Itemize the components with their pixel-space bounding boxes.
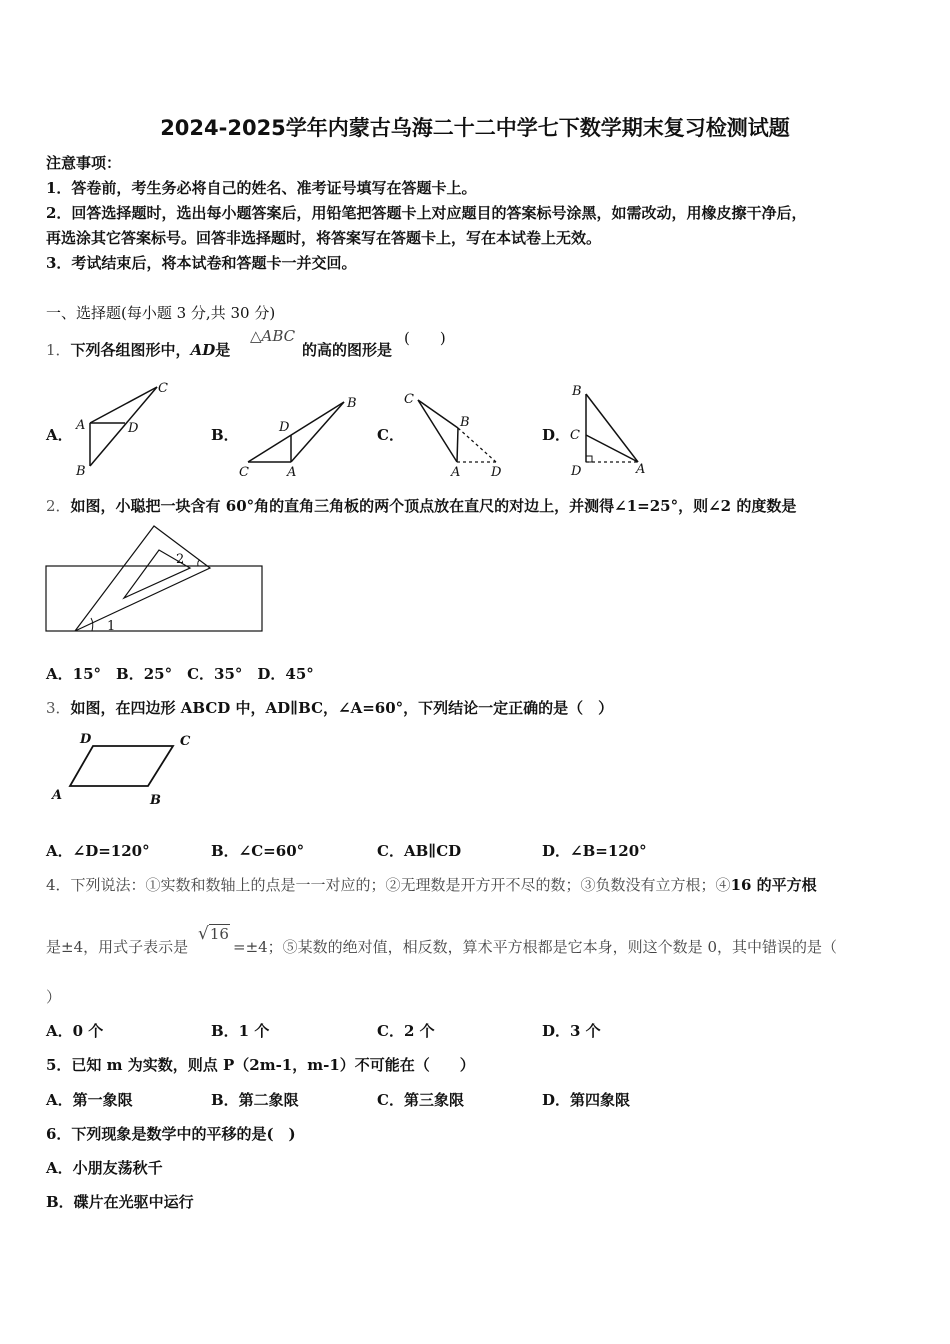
- q1b-line-cb: [248, 402, 344, 462]
- q3-label-b: B: [150, 793, 161, 808]
- q4-line1-b: 16 的平方根: [730, 876, 817, 894]
- q4-line1-a: 下列说法：①实数和数轴上的点是一一对应的；②无理数是开方开不尽的数；③负数没有立方根；④: [70, 876, 731, 894]
- q1a-label-d: D: [128, 421, 139, 436]
- q4-line-1: [46, 874, 817, 895]
- q4-line2-b: =±4；⑤某数的绝对值，相反数，算术平方根都是它本身，则这个数是 0，其中错误的是（: [233, 938, 837, 956]
- q1b-label-a: A: [287, 465, 297, 480]
- q1-text-b: 是: [215, 341, 231, 359]
- q2-label-2: 2: [176, 552, 185, 567]
- notice-item-2: 2．回答选择题时，选出每小题答案后，用铅笔把答题卡上对应题目的答案标号涂黑，如需改动，用橡皮擦干净后，: [46, 204, 807, 222]
- section-heading: 一、选择题(每小题 3 分,共 30 分): [46, 304, 276, 322]
- q1c-label-d: D: [491, 465, 502, 480]
- q3-parallelogram: [70, 746, 173, 786]
- q3-option-d[interactable]: D．∠B=120°: [542, 842, 647, 860]
- q1c-line-ba: [457, 428, 458, 462]
- q1d-line-ba: [586, 394, 638, 462]
- q1-ad: AD: [190, 341, 216, 359]
- q2-angle1-arc: [91, 618, 93, 631]
- q2-label-1: 1: [107, 619, 116, 634]
- q3-option-b[interactable]: B．∠C=60°: [211, 842, 305, 860]
- q5-option-a[interactable]: A．第一象限: [46, 1091, 133, 1109]
- q3-option-c[interactable]: C．AB∥CD: [377, 842, 462, 860]
- q1b-label-c: C: [239, 465, 249, 480]
- notice-item-2-cont: 再选涂其它答案标号。回答非选择题时，将答案写在答题卡上，写在本试卷上无效。: [46, 229, 602, 247]
- q1-option-a[interactable]: A．: [46, 426, 73, 444]
- q1-figure-b: [236, 392, 366, 482]
- q1d-right-angle: [586, 456, 592, 462]
- q2-figure: [44, 522, 266, 634]
- q1b-line-ab: [291, 402, 344, 462]
- sqrt-symbol: √: [198, 924, 209, 944]
- q4-sqrt-value: 16: [209, 925, 229, 943]
- q6-option-a[interactable]: A．小朋友荡秋千: [46, 1159, 163, 1177]
- q1c-line-bd: [458, 428, 496, 462]
- q1-option-d[interactable]: D．: [542, 426, 571, 444]
- q4-option-b[interactable]: B．1 个: [211, 1022, 270, 1040]
- q4-line2-a: 是±4，用式子表示是: [46, 938, 189, 956]
- q2-number: 2．: [46, 497, 71, 515]
- q3-label-c: C: [180, 734, 191, 749]
- q1c-label-a: A: [451, 465, 461, 480]
- q3-option-a[interactable]: A．∠D=120°: [46, 842, 150, 860]
- q1-text-a: 下列各组图形中，: [70, 341, 191, 359]
- q1-option-b[interactable]: B．: [211, 426, 239, 444]
- q1b-label-b: B: [347, 396, 357, 411]
- q5-option-c[interactable]: C．第三象限: [377, 1091, 464, 1109]
- q5-option-b[interactable]: B．第二象限: [211, 1091, 299, 1109]
- q1-stem: [46, 339, 230, 360]
- q5-option-d[interactable]: D．第四象限: [542, 1091, 631, 1109]
- q4-line-3: ）: [46, 988, 62, 1006]
- q4-number: 4．: [46, 876, 71, 894]
- q1-figure-c: [400, 388, 510, 482]
- q2-text: 如图，小聪把一块含有 60°角的直角三角板的两个顶点放在直尺的对边上，并测得∠1=25°，则∠2 的度数是: [70, 497, 797, 515]
- q1a-label-c: C: [158, 381, 168, 396]
- q3-label-d: D: [80, 732, 92, 747]
- q4-option-d[interactable]: D．3 个: [542, 1022, 601, 1040]
- q3-text: 如图，在四边形 ABCD 中，AD∥BC，∠A=60°，下列结论一定正确的是（ ）: [70, 699, 614, 717]
- q1d-label-d: D: [571, 464, 582, 479]
- q1a-label-a: A: [76, 418, 86, 433]
- q1-option-c[interactable]: C．: [377, 426, 404, 444]
- q3-number: 3．: [46, 699, 71, 717]
- q1d-label-b: B: [572, 384, 582, 399]
- q4-sqrt: [198, 924, 230, 944]
- q2-triangle-outer: [75, 526, 210, 631]
- q2-ruler: [46, 566, 262, 631]
- notice-item-1: 1．答卷前，考生务必将自己的姓名、准考证号填写在答题卡上。: [46, 179, 477, 197]
- q1-text-c: 的高的图形是: [302, 341, 393, 359]
- q1a-line-bc: [90, 387, 157, 466]
- q3-label-a: A: [52, 788, 63, 803]
- q1-figure-d: [566, 382, 666, 482]
- q1d-label-a: A: [636, 462, 646, 477]
- q2-options[interactable]: A．15° B．25° C．35° D．45°: [46, 665, 314, 683]
- q1b-label-d: D: [279, 420, 290, 435]
- q1c-line-cb: [418, 400, 458, 428]
- q1-paren: ( ): [404, 329, 446, 347]
- q1d-line-ca: [586, 435, 638, 462]
- q5-stem: 5．已知 m 为实数，则点 P（2m-1，m-1）不可能在（ ）: [46, 1056, 475, 1074]
- q1c-line-ca: [418, 400, 457, 462]
- q4-option-c[interactable]: C．2 个: [377, 1022, 435, 1040]
- q1c-label-b: B: [460, 415, 470, 430]
- q1-triangle-symbol: △ABC: [250, 327, 296, 345]
- q4-option-a[interactable]: A．0 个: [46, 1022, 104, 1040]
- notice-item-3: 3．考试结束后，将本试卷和答题卡一并交回。: [46, 254, 357, 272]
- q1a-label-b: B: [76, 464, 86, 479]
- q6-stem: 6．下列现象是数学中的平移的是( ): [46, 1125, 296, 1143]
- q1c-label-c: C: [404, 392, 414, 407]
- q2-stem: [46, 495, 796, 516]
- page-title: 2024-2025学年内蒙古乌海二十二中学七下数学期末复习检测试题: [160, 116, 790, 140]
- q1-figure-a: [70, 378, 180, 482]
- q1-number: 1．: [46, 341, 71, 359]
- q6-option-b[interactable]: B．碟片在光驱中运行: [46, 1193, 194, 1211]
- q1d-label-c: C: [570, 428, 580, 443]
- notice-heading: 注意事项：: [46, 154, 122, 172]
- q3-stem: [46, 697, 613, 718]
- q3-figure: [48, 726, 208, 812]
- q1a-line-ac: [90, 387, 157, 423]
